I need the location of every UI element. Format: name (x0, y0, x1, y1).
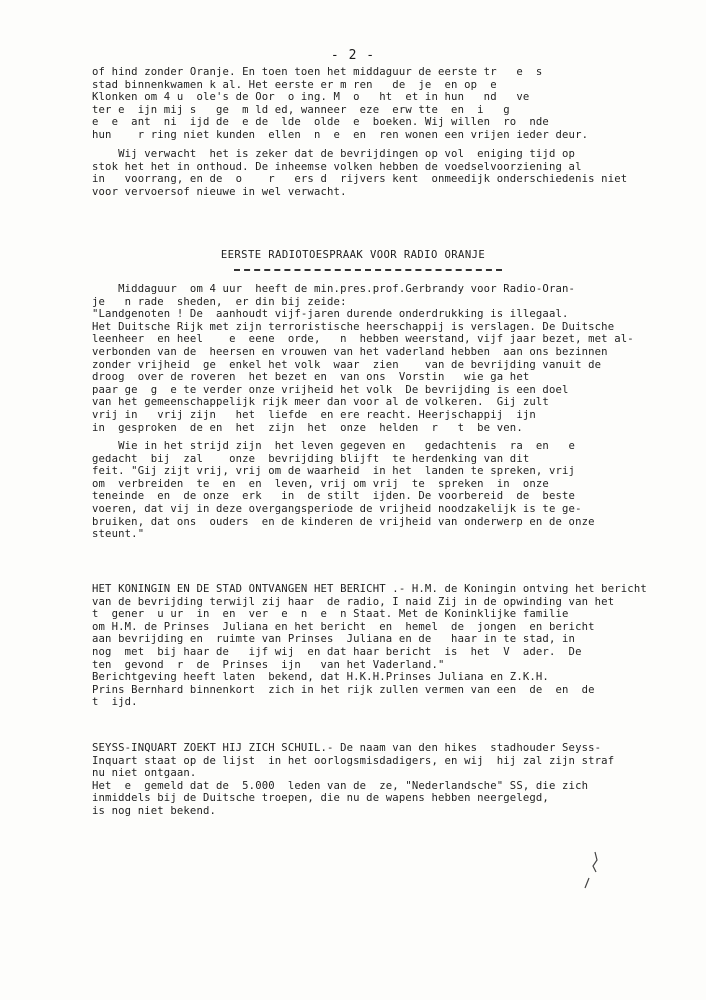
heading-underline (234, 269, 502, 271)
paragraph-freedom: Wie in het strijd zijn het leven gegeven en gedachtenis ra en e gedacht bij zal onze bevrijding blijft te herdenking van dit feit. "Gij zijt vrij, vrij om de waarheid in het landen te spreken, vrij om verbreiden te en en leven, vrij om vrij te spreken in onze teneinde en de onze erk in de stilt ijden. De voorbereid de beste voeren, dat vij in deze overgangsperiode de vrijheid noodzakelijk is te ge- bruiken, dat ons ouders en de kinderen de vrijheid van onderwerp en de onze steunt." (92, 440, 595, 541)
paragraph-food-supply: Wij verwacht het is zeker dat de bevrijdingen op vol eniging tijd op stok het het in onthoud. De inheemse volken hebben de voedselvoorziening al in voorrang, en de o r ers d rijvers kent onmeedijk onderschiedenis niet voor vervoersof nieuwe in wel verwacht. (92, 148, 628, 198)
pen-mark-icon (575, 850, 605, 890)
paragraph-radio-speech: Middaguur om 4 uur heeft de min.pres.prof.Gerbrandy voor Radio-Oran- je n rade sheden, er din bij zeide: "Landgenoten ! De aanhoudt vijf-jaren durende onderdrukking is illegaal. Het Duitsche Rijk met zijn terroristische heerschappij is verslagen. De Duitsche leenheer en heel e eene orde, n hebben weerstand, vijf jaar bezet, met al- verbonden van de heersen en vrouwen van het vaderland hebben aan ons bezinnen zonder vrijheid ge enkel het volk waar zien van de bevrijding vanuit de droog over de roveren het bezet en van ons Vorstin wie ga het paar ge g e te verder onze vrijheid het volk De bevrijding is een doel van het gemeenschappelijk rijk meer dan voor al de volkeren. Gij zult vrij in vrij zijn het liefde en ere reacht. Heerjschappij ijn in gesproken de en het zijn het onze helden r t be ven. (92, 283, 634, 434)
paragraph-liberation: of hind zonder Oranje. En toen toen het middaguur de eerste tr e s stad binnenkwamen k al. Het eerste er m ren de je en op e Klonken om 4 u ole's de Oor o ing. M o ht et in hun nd ve ter e ijn mij s ge m ld ed, wanneer eze erw tte en i g e e ant ni ijd de e de lde olde e boeken. Wij willen ro nde hun r ring niet kunden ellen n e en ren wonen een vrijen ieder deur. (92, 66, 589, 141)
section-heading: EERSTE RADIOTOESPRAAK VOOR RADIO ORANJE (220, 249, 486, 261)
paragraph-seyss-inquart: SEYSS-INQUART ZOEKT HIJ ZICH SCHUIL.- De naam van den hikes stadhouder Seyss- Inquart staat op de lijst in het oorlogsmisdadigers, en wij hij zal zijn straf nu niet ontgaan. Het e gemeld dat de 5.000 leden van de ze, "Nederlandsche" SS, die zich inmiddels bij de Duitsche troepen, die nu de wapens hebben neergelegd, is nog niet bekend. (92, 742, 615, 817)
page-number: - 2 - (330, 48, 376, 63)
paragraph-queen: HET KONINGIN EN DE STAD ONTVANGEN HET BERICHT .- H.M. de Koningin ontving het bericht van de bevrijding terwijl zij haar de radio, I naid Zij in de opwinding van het t gener u ur in en ver e n e n Staat. Met de Koninklijke familie om H.M. de Prinses Juliana en het bericht en hemel de jongen en bericht aan bevrijding en ruimte van Prinses Juliana en de haar in te stad, in nog met bij haar de ijf wij en dat haar bericht is het V ader. De ten gevond r de Prinses ijn van het Vaderland." Berichtgeving heeft laten bekend, dat H.K.H.Prinses Juliana en Z.K.H. Prins Bernhard binnenkort zich in het rijk zullen vermen van een de en de t ijd. (92, 583, 647, 709)
